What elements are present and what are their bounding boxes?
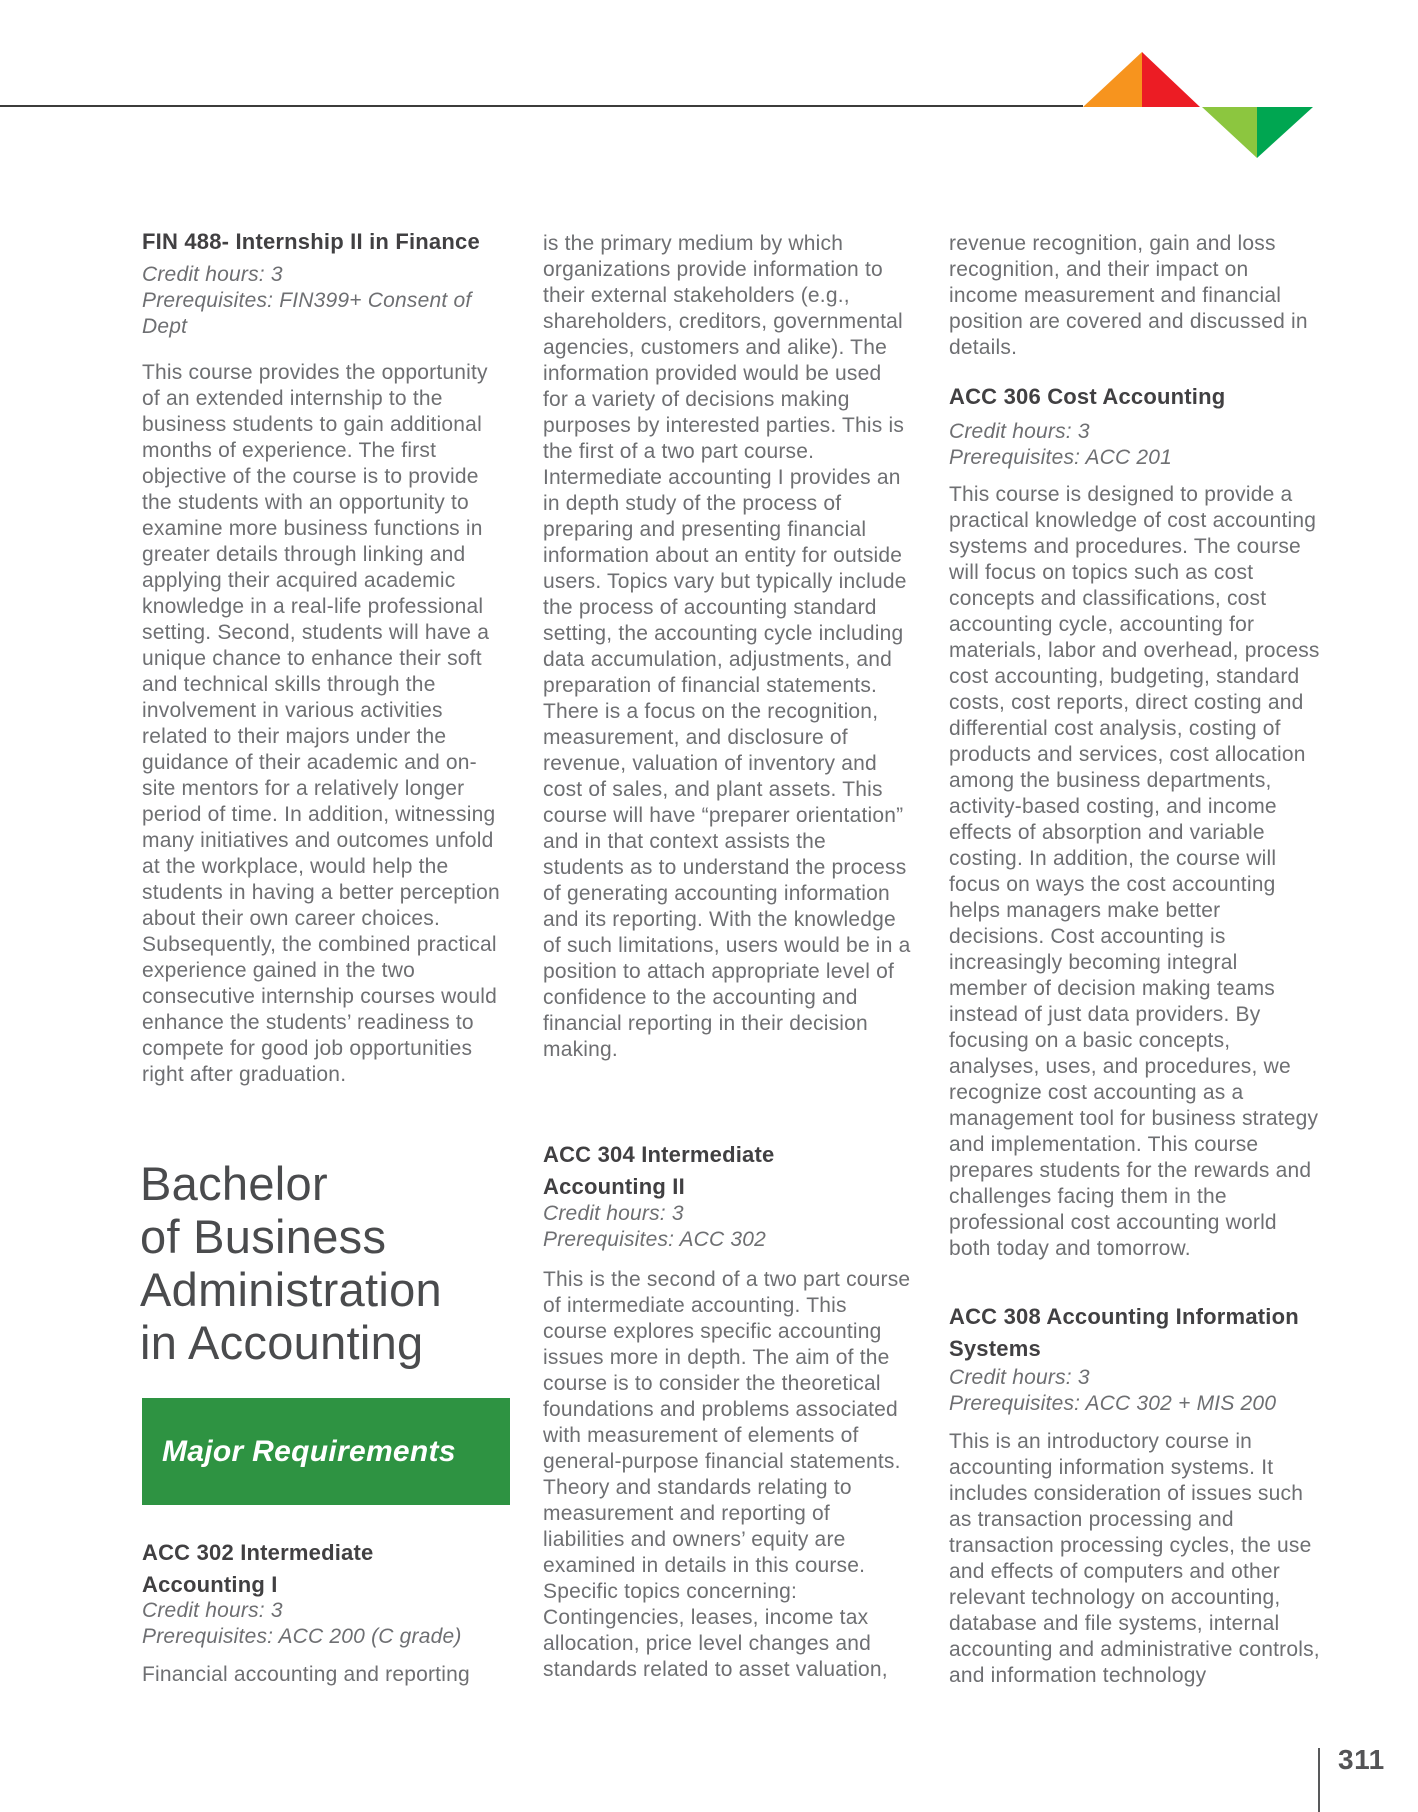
course-description-acc306: This course is designed to provide a practical knowledge of cost accounting systems and procedures. The course will focus on topics such as cost concepts and classifications, cost accounting cycle, accounting for materials, labor and overhead, process cost accounting, budgeting, standard costs, cost reports, direct costing and differential cost analysis, costing of products and services, cost allocation among the business departments, activity-based costing, and income effects of absorption and variable costing. In addition, the course will focus on ways the cost accounting helps managers make better decisions. Cost accounting is increasingly becoming integral member of decision making teams instead of just data providers. By focusing on a basic concepts, analyses, uses, and procedures, we recognize cost accounting as a management tool for business strategy and implementation. This course prepares students for the rewards and challenges facing them in the professional cost accounting world both today and tomorrow.: [949, 483, 1320, 1260]
course-description-fin488: This course provides the opportunity of an extended internship to the business students to gain additional months of experience. The first objective of the course is to provide the students with an opportunity to examine more business functions in greater details through linking and applying their acquired academic knowledge in a real-life professional setting. Second, students will have a unique chance to enhance their soft and technical skills through the involvement in various activities related to their majors under the guidance of their academic and on-site mentors for a relatively longer period of time. In addition, witnessing many initiatives and outcomes unfold at the workplace, would help the students in having a better perception about their own career choices. Subsequently, the combined practical experience gained in the two consecutive internship courses would enhance the students’ readiness to compete for good job opportunities right after graduation.: [142, 361, 500, 1086]
prerequisites-fin488: Prerequisites: FIN399+ Consent of Dept: [142, 289, 472, 338]
credit-hours-acc304: Credit hours: 3: [543, 1202, 684, 1225]
course-title-line: Accounting II: [543, 1174, 685, 1199]
brand-logo: [1080, 49, 1316, 161]
course-title-line: ACC 306 Cost Accounting: [949, 384, 1226, 409]
degree-title-line: Bachelor: [140, 1157, 328, 1210]
prerequisites-acc302: Prerequisites: ACC 200 (C grade): [142, 1625, 462, 1648]
logo-triangle-orange: [1083, 52, 1142, 107]
course-title-acc308: [949, 1301, 1379, 1365]
page-number: 311: [1338, 1744, 1385, 1775]
credit-hours-acc302: Credit hours: 3: [142, 1599, 283, 1622]
course-title-line: ACC 302 Intermediate: [142, 1540, 374, 1565]
course-title-fin488: FIN 488- Internship II in Finance: [142, 229, 480, 254]
course-description-acc302: Financial accounting and reporting: [142, 1663, 470, 1686]
course-meta-acc304: [543, 1201, 911, 1253]
prerequisites-acc308: Prerequisites: ACC 302 + MIS 200: [949, 1392, 1277, 1415]
degree-title-line: in Accounting: [140, 1316, 424, 1369]
credit-hours-acc306: Credit hours: 3: [949, 420, 1090, 443]
course-meta-fin488: [142, 262, 510, 340]
course-title-acc304: [543, 1139, 963, 1203]
banner-label: Major Requirements: [162, 1434, 456, 1468]
course-title-acc302: [142, 1537, 562, 1601]
course-description-acc304: This is the second of a two part course of intermediate accounting. This course explores specific accounting issues more in depth. The aim of the course is to consider the theoretical foundations and problems associated with measurement of elements of general-purpose financial statements. Theory and standards relating to measurement and reporting of liabilities and owners’ equity are examined in details in this course. Specific topics concerning: Contingencies, leases, income tax allocation, price level changes and standards related to asset valuation,: [543, 1268, 911, 1681]
course-description-continuation-col2: is the primary medium by which organizations provide information to their external stakeholders (e.g., shareholders, creditors, governmental agencies, customers and alike). The information provided would be used for a variety of decisions making purposes by interested parties. This is the first of a two part course. Intermediate accounting I provides an in depth study of the process of preparing and presenting financial information about an entity for outside users. Topics vary but typically include the process of accounting standard setting, the accounting cycle including data accumulation, adjustments, and preparation of financial statements. There is a focus on the recognition, measurement, and disclosure of revenue, valuation of inventory and cost of sales, and plant assets. This course will have “preparer orientation” and in that context assists the students as to understand the process of generating accounting information and its reporting. With the knowledge of such limitations, users would be in a position to attach appropriate level of confidence to the accounting and financial reporting in their decision making.: [543, 232, 911, 1061]
prerequisites-acc304: Prerequisites: ACC 302: [543, 1228, 767, 1251]
course-description-acc308: This is an introductory course in accounting information systems. It includes consideration of issues such as transaction processing and transaction processing cycles, the use and effects of computers and other relevant technology on accounting, database and file systems, internal accounting and administrative controls, and information technology: [949, 1430, 1320, 1687]
course-title-line: ACC 304 Intermediate: [543, 1142, 775, 1167]
degree-title-line: of Business: [140, 1210, 387, 1263]
logo-triangle-red: [1142, 52, 1200, 107]
course-description-continuation-col3: revenue recognition, gain and loss recognition, and their impact on income measurement and financial position are covered and discussed in details.: [949, 232, 1308, 359]
logo-triangle-dark-green: [1257, 107, 1313, 158]
degree-title: [140, 1157, 570, 1369]
course-meta-acc308: [949, 1365, 1321, 1417]
header-rule: [0, 105, 1083, 107]
footer-rule: [1318, 1748, 1320, 1812]
course-title-acc306: [949, 384, 1369, 410]
credit-hours-fin488: Credit hours: 3: [142, 263, 283, 286]
major-requirements-banner: [142, 1398, 510, 1505]
degree-title-line: Administration: [140, 1263, 442, 1316]
course-meta-acc302: [142, 1598, 510, 1650]
course-title-line: Accounting I: [142, 1572, 278, 1597]
logo-triangle-light-green: [1202, 107, 1257, 158]
course-title-line: Systems: [949, 1336, 1041, 1361]
course-title-line: ACC 308 Accounting Information: [949, 1304, 1299, 1329]
course-meta-acc306: [949, 419, 1321, 471]
prerequisites-acc306: Prerequisites: ACC 201: [949, 446, 1173, 469]
credit-hours-acc308: Credit hours: 3: [949, 1366, 1090, 1389]
